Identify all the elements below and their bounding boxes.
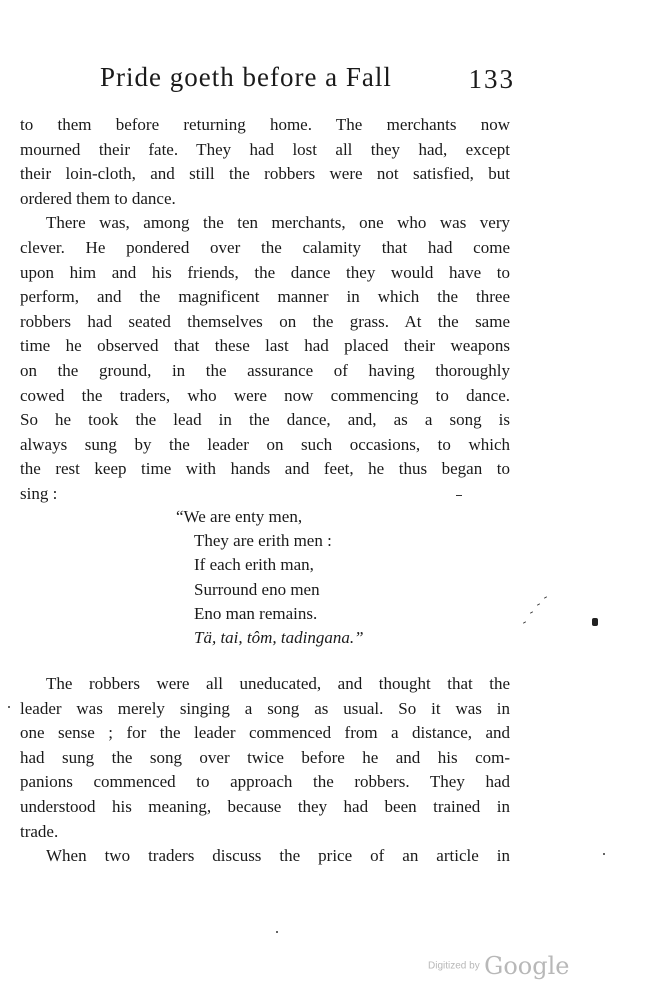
paragraph [20, 211, 510, 506]
body-text-upper [20, 113, 510, 507]
body-text-lower [20, 672, 510, 869]
poem-line: If each erith man, [194, 555, 314, 575]
text-line: always sung by the leader on such occasions, to which [20, 434, 510, 454]
text-line: on the ground, in the assurance of having thoroughly [20, 360, 510, 380]
text-line: their loin-cloth, and still the robbers were not satisfied, but [20, 164, 510, 184]
text-line: There was, among the ten merchants, one who was very [46, 213, 510, 233]
page-number: 133 [468, 64, 515, 94]
text-line: upon him and his friends, the dance they would have to [20, 262, 510, 282]
text-line: the rest keep time with hands and feet, he thus began to [20, 459, 510, 479]
text-line: The robbers were all uneducated, and thought that the [46, 674, 510, 693]
scan-speck [544, 596, 547, 598]
scan-speck [523, 621, 526, 623]
running-title: Pride goeth before a Fall [100, 62, 392, 92]
poem-line: “We are enty men, [176, 507, 303, 526]
scan-speck [456, 495, 462, 496]
text-line: sing : [20, 483, 58, 503]
scan-speck [276, 931, 278, 933]
scan-speck [603, 853, 605, 855]
paragraph [20, 113, 510, 211]
page-header [20, 62, 515, 102]
text-line: perform, and the magnificent manner in which the three [20, 287, 510, 307]
text-line: to them before returning home. The merchants now [20, 115, 510, 134]
poem-line-refrain: Tä, tai, tôm, tadingana.” [194, 628, 364, 648]
poem-block [176, 505, 364, 650]
poem-line: Eno man remains. [194, 603, 318, 623]
text-line: So he took the lead in the dance, and, as a song is [20, 410, 510, 430]
scan-speck [592, 618, 598, 626]
text-line: clever. He pondered over the calamity that had come [20, 237, 510, 257]
digitized-watermark [428, 952, 569, 980]
google-logo: Google [484, 952, 570, 980]
text-line: ordered them to dance. [20, 188, 176, 208]
text-line: mourned their fate. They had lost all they had, except [20, 139, 510, 159]
text-line: robbers had seated themselves on the grass. At the same [20, 311, 510, 331]
text-line: When two traders discuss the price of an article in [46, 846, 510, 866]
scan-speck [530, 611, 533, 613]
paragraph [20, 672, 510, 844]
text-line: cowed the traders, who were now commencing to dance. [20, 385, 510, 405]
text-line: understood his meaning, because they had been trained in [20, 796, 510, 816]
poem-line: They are erith men : [194, 531, 332, 551]
text-line: panions commenced to approach the robbers. They had [20, 772, 510, 792]
watermark-prefix: Digitized by [428, 960, 480, 972]
scan-speck [8, 706, 10, 708]
poem-line: Surround eno men [194, 579, 320, 599]
text-line: leader was merely singing a song as usual. So it was in [20, 698, 510, 718]
paragraph [20, 844, 510, 869]
scan-speck [537, 603, 540, 605]
text-line: one sense ; for the leader commenced from a distance, and [20, 723, 510, 743]
text-line: trade. [20, 821, 59, 841]
text-line: time he observed that these last had placed their weapons [20, 336, 510, 356]
text-line: had sung the song over twice before he and his com- [20, 747, 510, 767]
